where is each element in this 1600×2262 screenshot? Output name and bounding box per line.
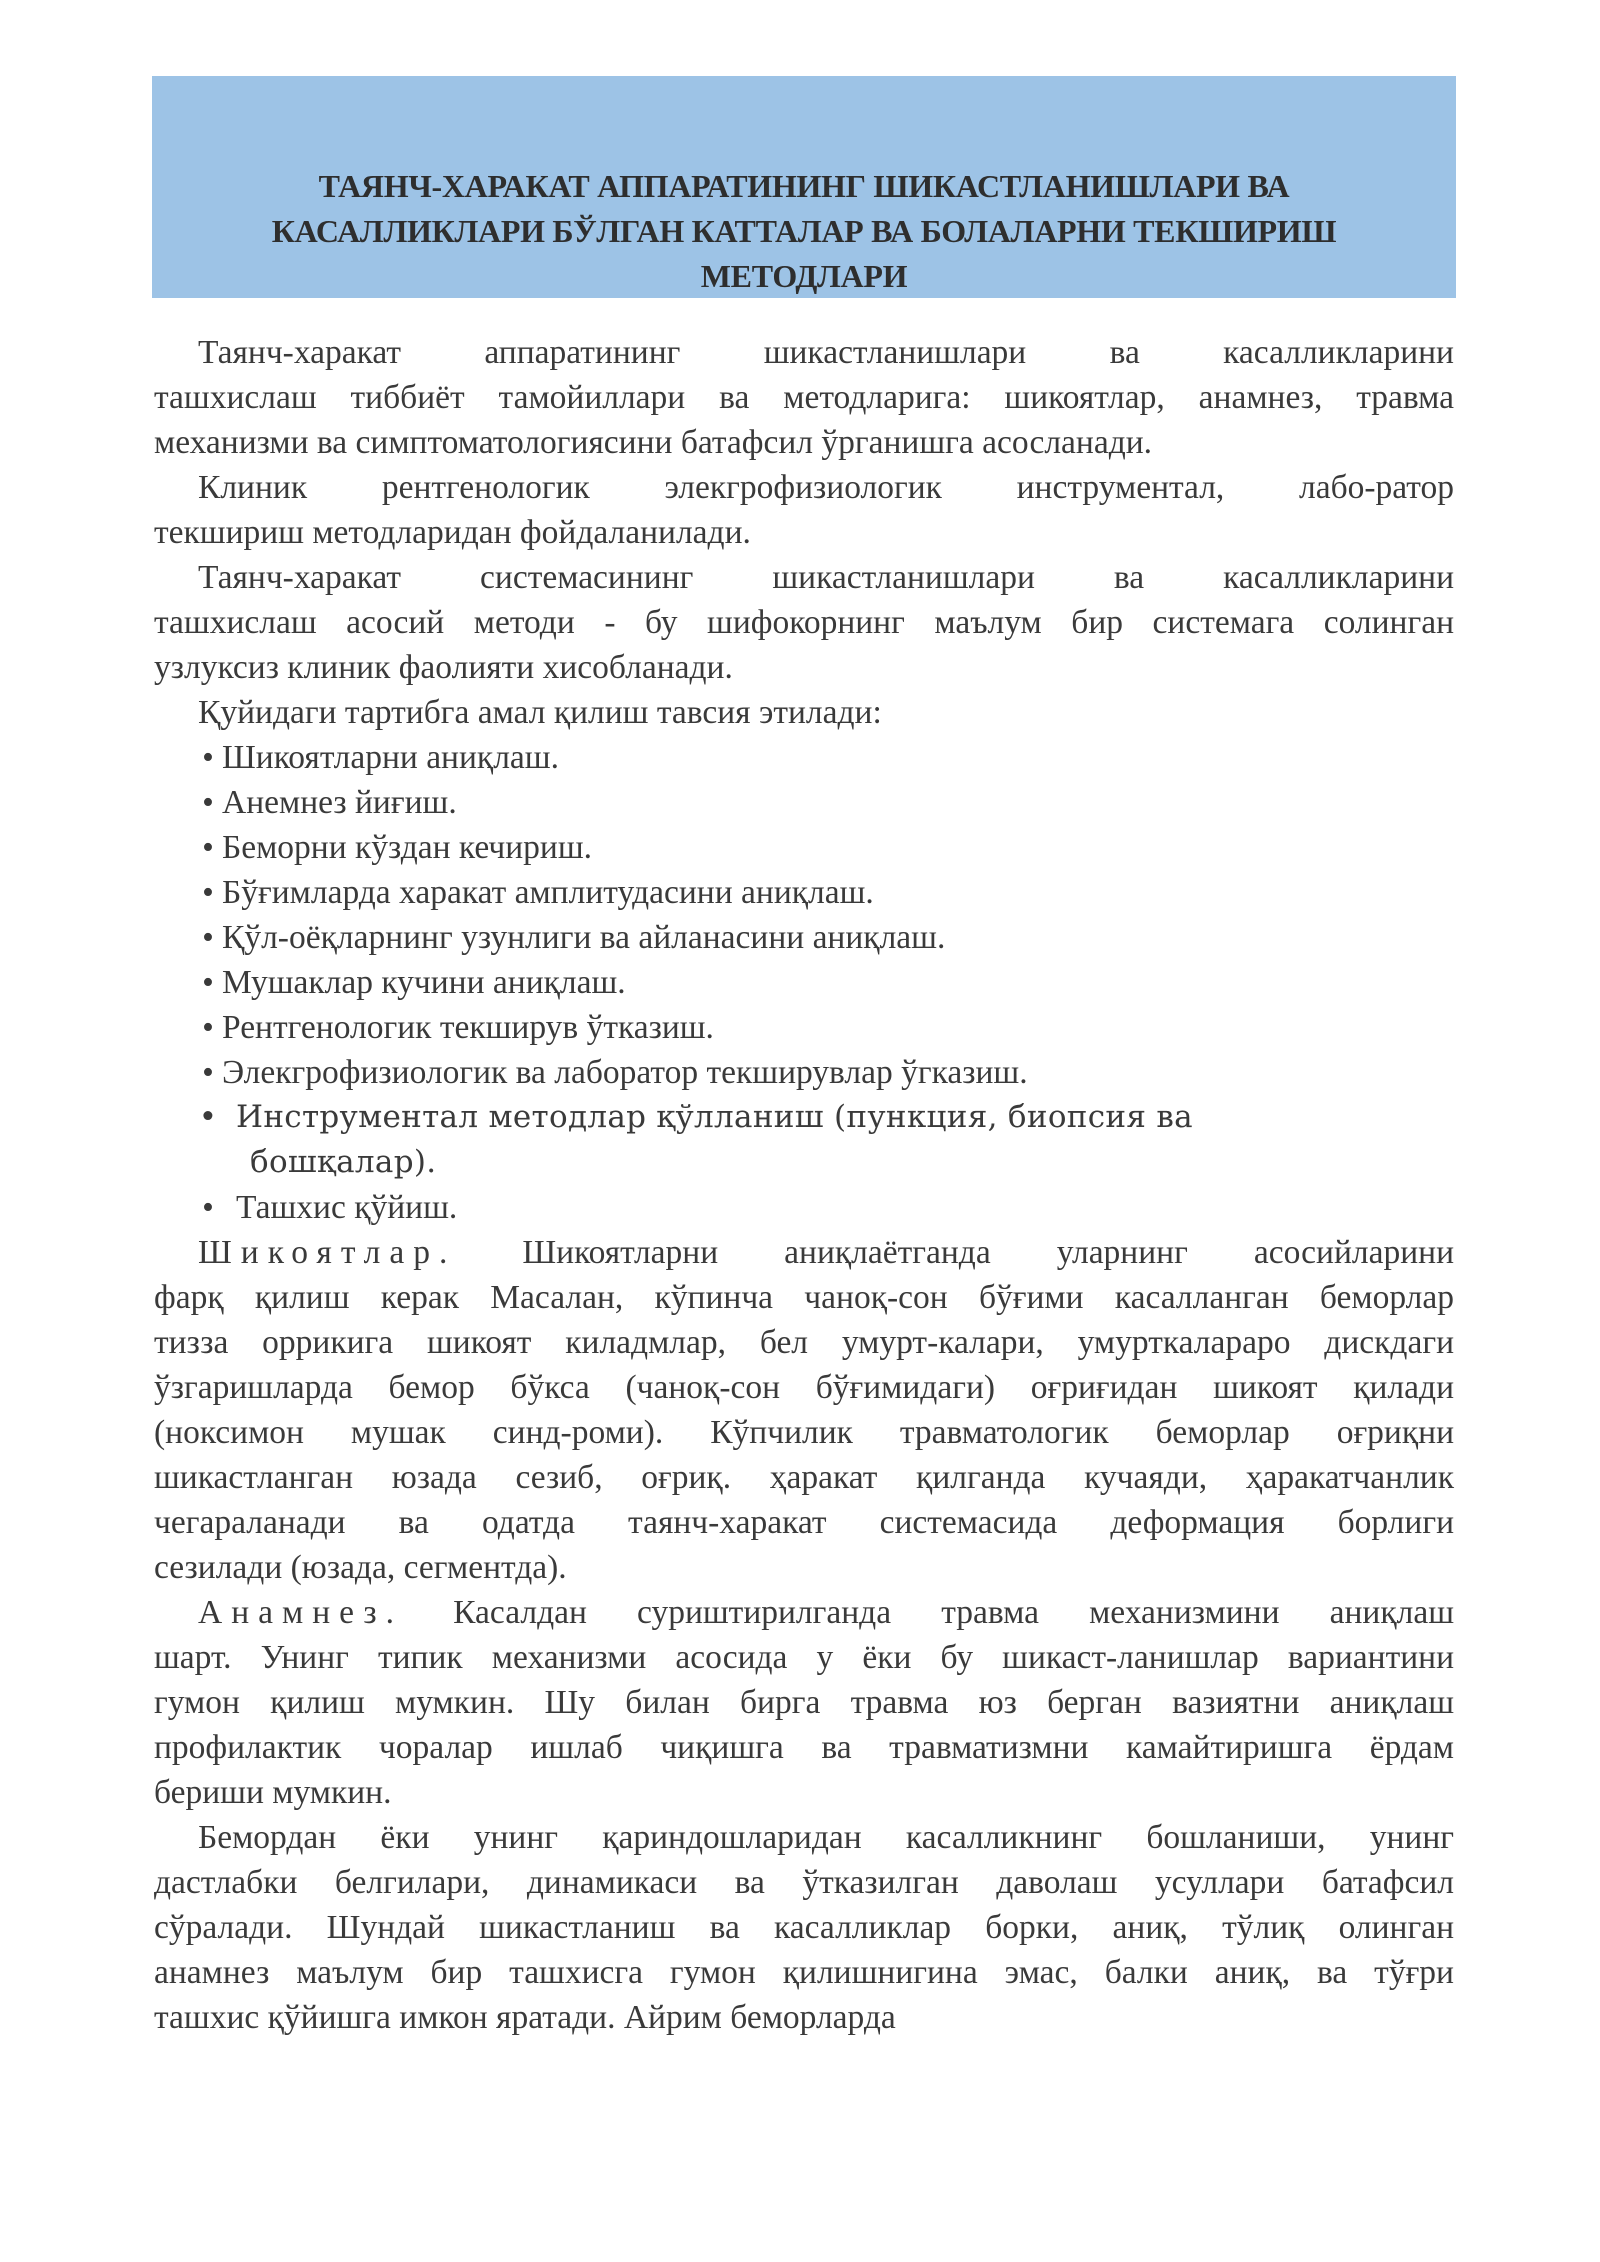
- text-line: текшириш методларидан фойдаланилади.: [154, 514, 751, 551]
- text-line: чегараланади ва одатда таянч-харакат системасида деформация борлиги: [154, 1504, 1454, 1541]
- paragraph-anamnesis: [154, 1590, 1454, 1815]
- text-line: гумон қилиш мумкин. Шу билан бирга травма юз берган вазиятни аниқлаш: [154, 1684, 1454, 1721]
- title-line-2: КАСАЛЛИКЛАРИ БЎЛГАН КАТТАЛАР ВА БОЛАЛАРНИ ТЕКШИРИШ: [271, 213, 1337, 249]
- bullet-icon: •: [198, 1099, 218, 1135]
- list-item: [154, 780, 1454, 825]
- list-item: [154, 825, 1454, 870]
- paragraph-intro: [154, 330, 1454, 465]
- text-line: сўралади. Шундай шикастланиш ва касалликлар борки, аниқ, тўлиқ олинган: [154, 1909, 1454, 1946]
- section-heading-anamnesis: Анамнез.: [198, 1594, 404, 1631]
- text-line: сезилади (юзада, сегментда).: [154, 1549, 567, 1586]
- list-item-text: Беморни кўздан кечириш.: [222, 829, 593, 866]
- list-item-text: Анемнез йиғиш.: [222, 784, 457, 821]
- list-item: [154, 915, 1454, 960]
- list-item-text: Ташхис қўйиш.: [236, 1189, 458, 1226]
- paragraph-complaints: [154, 1230, 1454, 1590]
- text-line: ташхислаш асосий методи - бу шифокорнинг маълум бир системага солинган: [154, 604, 1454, 641]
- text-fragment: Шикоятларни аниқлаётганда уларнинг асосийларини: [522, 1234, 1454, 1271]
- bullet-icon: •: [202, 739, 214, 776]
- text-line: ташхислаш тиббиёт тамойиллари ва методларига: шикоятлар, анамнез, травма: [154, 379, 1454, 416]
- list-item-text: Мушаклар кучини аниқлаш.: [222, 964, 626, 1001]
- bullet-icon: •: [202, 874, 214, 911]
- section-heading-complaints: Шикоятлар.: [198, 1234, 457, 1271]
- text-line: ўзгаришларда бемор бўкса (чаноқ-сон бўғимидаги) оғриғидан шикоят қилади: [154, 1369, 1454, 1406]
- list-item-text: Рентгенологик текширув ўтказиш.: [222, 1009, 714, 1046]
- bullet-icon: •: [202, 919, 214, 956]
- bullet-icon: •: [202, 1054, 214, 1091]
- paragraph-order: [154, 690, 1454, 735]
- text-line: шикастланган юзада сезиб, оғриқ. ҳаракат қилганда кучаяди, ҳаракатчанлик: [154, 1459, 1454, 1496]
- paragraph-methods: [154, 465, 1454, 555]
- examination-steps-list: [154, 735, 1454, 1230]
- title-banner: [152, 76, 1456, 298]
- list-item-text: Шикоятларни аниқлаш.: [222, 739, 559, 776]
- list-item: [154, 735, 1454, 780]
- text-line: Қуйидаги тартибга амал қилиш тавсия этилади:: [198, 694, 882, 731]
- list-item: [154, 1185, 1454, 1230]
- list-item: [154, 1005, 1454, 1050]
- list-item: [154, 1095, 1454, 1185]
- list-item: [154, 960, 1454, 1005]
- title-line-1: ТАЯНЧ-ХАРАКАТ АППАРАТИНИНГ ШИКАСТЛАНИШЛАРИ ВА: [318, 168, 1290, 204]
- text-line: фарқ қилиш керак Масалан, кўпинча чаноқ-сон бўғими касалланган беморлар: [154, 1279, 1454, 1316]
- paragraph-history: [154, 1815, 1454, 2040]
- list-item: [154, 1050, 1454, 1095]
- document-body: [154, 330, 1454, 2040]
- bullet-icon: •: [202, 1009, 214, 1046]
- list-item-text: Бўғимларда харакат амплитудасини аниқлаш.: [222, 874, 874, 911]
- text-line: Таянч-харакат системасининг шикастланишлари ва касалликларини: [198, 559, 1454, 596]
- text-line: механизми ва симптоматологиясини батафсил ўрганишга асосланади.: [154, 424, 1153, 461]
- text-line: дастлабки белгилари, динамикаси ва ўтказилган даволаш усуллари батафсил: [154, 1864, 1454, 1901]
- text-line: шарт. Унинг типик механизми асосида у ёки бу шикаст-ланишлар вариантини: [154, 1639, 1454, 1676]
- page-title: [152, 164, 1456, 299]
- title-line-3: МЕТОДЛАРИ: [700, 258, 908, 294]
- text-line: (ноксимон мушак синд-роми). Кўпчилик травматологик беморлар оғриқни: [154, 1414, 1454, 1451]
- list-item-text: Қўл-оёқларнинг узунлиги ва айланасини аниқлаш.: [222, 919, 946, 956]
- bullet-icon: •: [202, 1189, 214, 1226]
- list-item-text: Элекгрофизиологик ва лаборатор текширувлар ўгказиш.: [222, 1054, 1028, 1091]
- list-item-text: Инструментал методлар қўлланиш (пункция, биопсия ва: [236, 1099, 1193, 1135]
- text-line: Таянч-харакат аппаратининг шикастланишлари ва касалликларини: [198, 334, 1454, 371]
- list-item: [154, 870, 1454, 915]
- bullet-icon: •: [202, 829, 214, 866]
- text-line: профилактик чоралар ишлаб чиқишга ва травматизмни камайтиришга ёрдам: [154, 1729, 1454, 1766]
- paragraph-main-method: [154, 555, 1454, 690]
- text-line: тизза оррикига шикоят киладмлар, бел умурт-калари, умурткалараро дискдаги: [154, 1324, 1454, 1361]
- text-line: ташхис қўйишга имкон яратади. Айрим беморларда: [154, 1999, 896, 2036]
- text-line: Клиник рентгенологик элекгрофизиологик инструментал, лабо-ратор: [198, 469, 1454, 506]
- bullet-icon: •: [202, 784, 214, 821]
- text-line: узлуксиз клиник фаолияти хисобланади.: [154, 649, 733, 686]
- bullet-icon: •: [202, 964, 214, 1001]
- text-fragment: Касалдан суриштирилганда травма механизмини аниқлаш: [453, 1594, 1454, 1631]
- text-line: Бемордан ёки унинг қариндошларидан касалликнинг бошланиши, унинг: [198, 1819, 1454, 1856]
- text-line: [154, 1230, 1454, 1275]
- list-item-continuation: бошқалар).: [250, 1144, 437, 1180]
- text-line: анамнез маълум бир ташхисга гумон қилишнигина эмас, балки аниқ, ва тўғри: [154, 1954, 1454, 1991]
- text-line: бериши мумкин.: [154, 1774, 392, 1811]
- text-line: [154, 1590, 1454, 1635]
